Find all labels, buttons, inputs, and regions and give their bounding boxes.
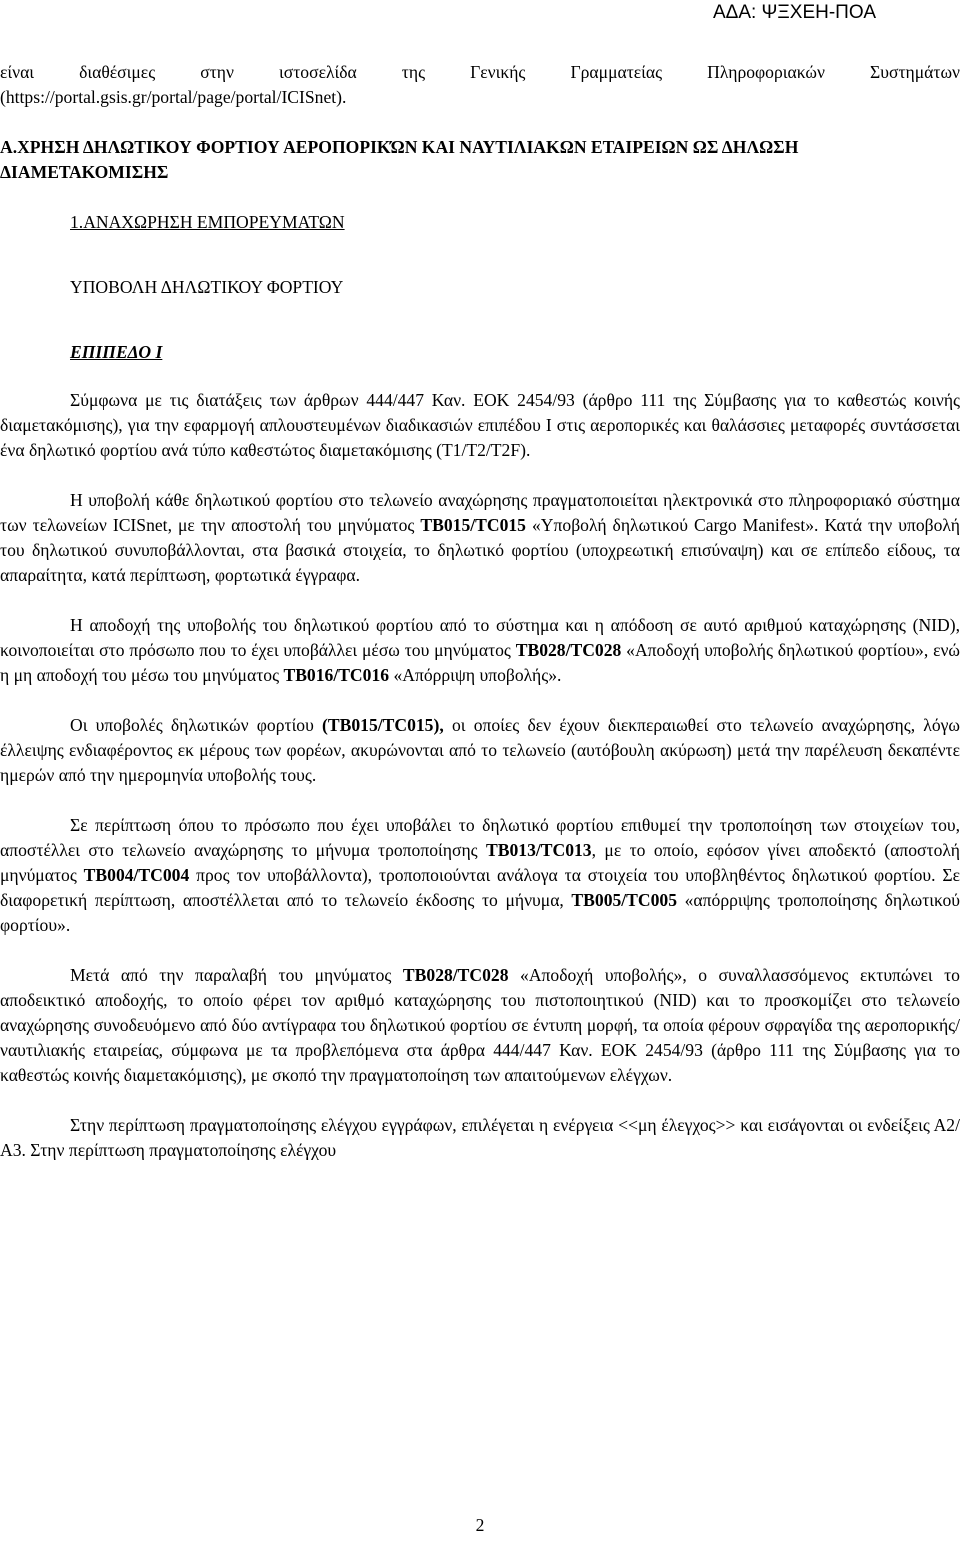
p4-text-a: Οι υποβολές δηλωτικών φορτίου	[70, 715, 323, 735]
paragraph-6	[0, 963, 960, 1088]
ada-code: ΑΔΑ: ΨΞΧΕΗ-ΠΟΑ	[712, 2, 876, 23]
paragraph-2	[0, 488, 960, 588]
p5-code-1: TB013/TC013	[486, 840, 592, 860]
p3-code-2: TB016/TC016	[283, 665, 390, 685]
paragraph-7: Στην περίπτωση πραγματοποίησης ελέγχου εγγράφων, επιλέγεται η ενέργεια <<μη έλεγχος>> και εισάγονται οι ενδείξεις Α2/Α3. Στην περίπτωση πραγματοποίησης ελέγχου	[0, 1115, 960, 1160]
p3-code-1: ΤΒ028/TC028	[515, 640, 622, 660]
subsection-title: ΥΠΟΒΟΛΗ ΔΗΛΩΤΙΚΟΥ ΦΟΡΤΙΟΥ	[70, 277, 344, 297]
section-a-title: Α.ΧΡΗΣΗ ΔΗΛΩΤΙΚΟΥ ΦΟΡΤΙΟΥ ΑΕΡΟΠΟΡΙΚΏΝ ΚΑΙ ΝΑΥΤΙΛΙΑΚΩΝ ΕΤΑΙΡΕΙΩΝ ΩΣ ΔΗΛΩΣΗ ΔΙΑΜΕΤΑΚΟΜΙΣΗΣ	[0, 137, 799, 182]
p3-text-a: Η αποδοχή της υποβολής του δηλωτικού φορτίου από το σύστημα και η απόδοση σε αυτό αριθμού καταχώρησης (NID), κοινοποιείται στο πρόσωπο που το έχει υποβάλλει μέσω του μηνύματος	[0, 615, 960, 660]
p2-code: TB015/TC015	[420, 515, 526, 535]
paragraph-3	[0, 613, 960, 688]
p6-code: ΤΒ028/TC028	[402, 965, 509, 985]
p2-text-b: «Υποβολή δηλωτικού Cargo Manifest». Κατά την υποβολή του δηλωτικού συνυποβάλλονται, στα βασικά στοιχεία, το δηλωτικό φορτίου (υποχρεωτική επισύναψη) και σε επίπεδο είδους, τα απαραίτητα, κατά περίπτωση, φορτωτικά έγγραφα.	[0, 515, 960, 585]
p5-text-c: προς τον υποβάλλοντα), τροποποιούνται ανάλογα τα στοιχεία του υποβληθέντος δηλωτικού φορτίου. Σε διαφορετική περίπτωση, αποστέλλεται από το τελωνείο έκδοσης το μήνυμα,	[0, 865, 960, 910]
paragraph-5	[0, 813, 960, 938]
p5-code-3: TB005/TC005	[571, 890, 678, 910]
subsection-1-text: 1.ΑΝΑΧΩΡΗΣΗ ΕΜΠΟΡΕΥΜΑΤΩΝ	[70, 212, 345, 232]
p3-text-c: «Απόρριψη υποβολής».	[389, 665, 562, 685]
p6-text-a: Μετά από την παραλαβή του μηνύματος	[70, 965, 403, 985]
p4-text-b: οι οποίες δεν έχουν διεκπεραιωθεί στο τελωνείο αναχώρησης, λόγω έλλειψης ενδιαφέροντος εκ μέρους των φορέων, ακυρώνονται από το τελωνείο (αυτόβουλη ακύρωση) μετά την παρέλευση δεκαπέντε ημερών από την ημερομηνία υποβολής τους.	[0, 715, 960, 785]
intro-paragraph: είναι διαθέσιμες στην ιστοσελίδα της Γενικής Γραμματείας Πληροφοριακών Συστημάτων (https://portal.gsis.gr/portal/page/portal/ICISnet).	[0, 62, 960, 107]
p5-text-d: «απόρριψης τροποποίησης δηλωτικού φορτίου».	[0, 890, 960, 935]
document-body	[0, 60, 960, 1163]
paragraph-4	[0, 713, 960, 788]
subsection-1-title	[0, 210, 960, 235]
p4-code: (TB015/TC015),	[322, 715, 444, 735]
p5-text-a: Σε περίπτωση όπου το πρόσωπο που έχει υποβάλει το δηλωτικό φορτίου επιθυμεί την τροποποίηση των στοιχείων του, αποστέλλει στο τελωνείο αναχώρησης το μήνυμα τροποποίησης	[0, 815, 960, 860]
p2-text-a: Η υποβολή κάθε δηλωτικού φορτίου στο τελωνείο αναχώρησης πραγματοποιείται ηλεκτρονικά στο πληροφοριακό σύστημα των τελωνείων ICISnet, με την αποστολή του μηνύματος	[0, 490, 960, 535]
paragraph-1: Σύμφωνα με τις διατάξεις των άρθρων 444/447 Καν. ΕΟΚ 2454/93 (άρθρο 111 της Σύμβασης για το καθεστώς κοινής διαμετακόμισης), για την εφαρμογή απλουστευμένων διαδικασιών επιπέδου Ι στις αεροπορικές και θαλάσσιες μεταφορές συντάσσεται ένα δηλωτικό φορτίου ανά τύπο καθεστώτος διαμετακόμισης (Τ1/Τ2/Τ2F).	[0, 390, 960, 460]
p6-text-b: «Αποδοχή υποβολής», ο συναλλασσόμενος εκτυπώνει το αποδεικτικό αποδοχής, το οποίο φέρει τον αριθμό καταχώρησης του πιστοποιητικού (NID) και το προσκομίζει στο τελωνείο αναχώρησης συνοδευόμενο από δύο αντίγραφα του δηλωτικού φορτίου σε έντυπη μορφή, τα οποία φέρουν σφραγίδα της αεροπορικής/ναυτιλιακής εταιρείας, σύμφωνα με τα προβλεπόμενα στα άρθρα 444/447 Καν. ΕΟΚ 2454/93 (άρθρο 111 της Σύμβασης για το καθεστώς κοινής διαμετακόμισης), με σκοπό την πραγματοποίηση των απαιτούμενων ελέγχων.	[0, 965, 960, 1085]
level-title	[0, 340, 960, 365]
level-text: ΕΠΙΠΕΔΟ Ι	[70, 342, 163, 362]
p5-code-2: TB004/TC004	[83, 865, 190, 885]
p5-text-b: , με το οποίο, εφόσον γίνει αποδεκτό (αποστολή μηνύματος	[0, 840, 960, 885]
p3-text-b: «Αποδοχή υποβολής δηλωτικού φορτίου», ενώ η μη αποδοχή του μέσω του μηνύματος	[0, 640, 960, 685]
page-number: 2	[475, 1515, 485, 1535]
